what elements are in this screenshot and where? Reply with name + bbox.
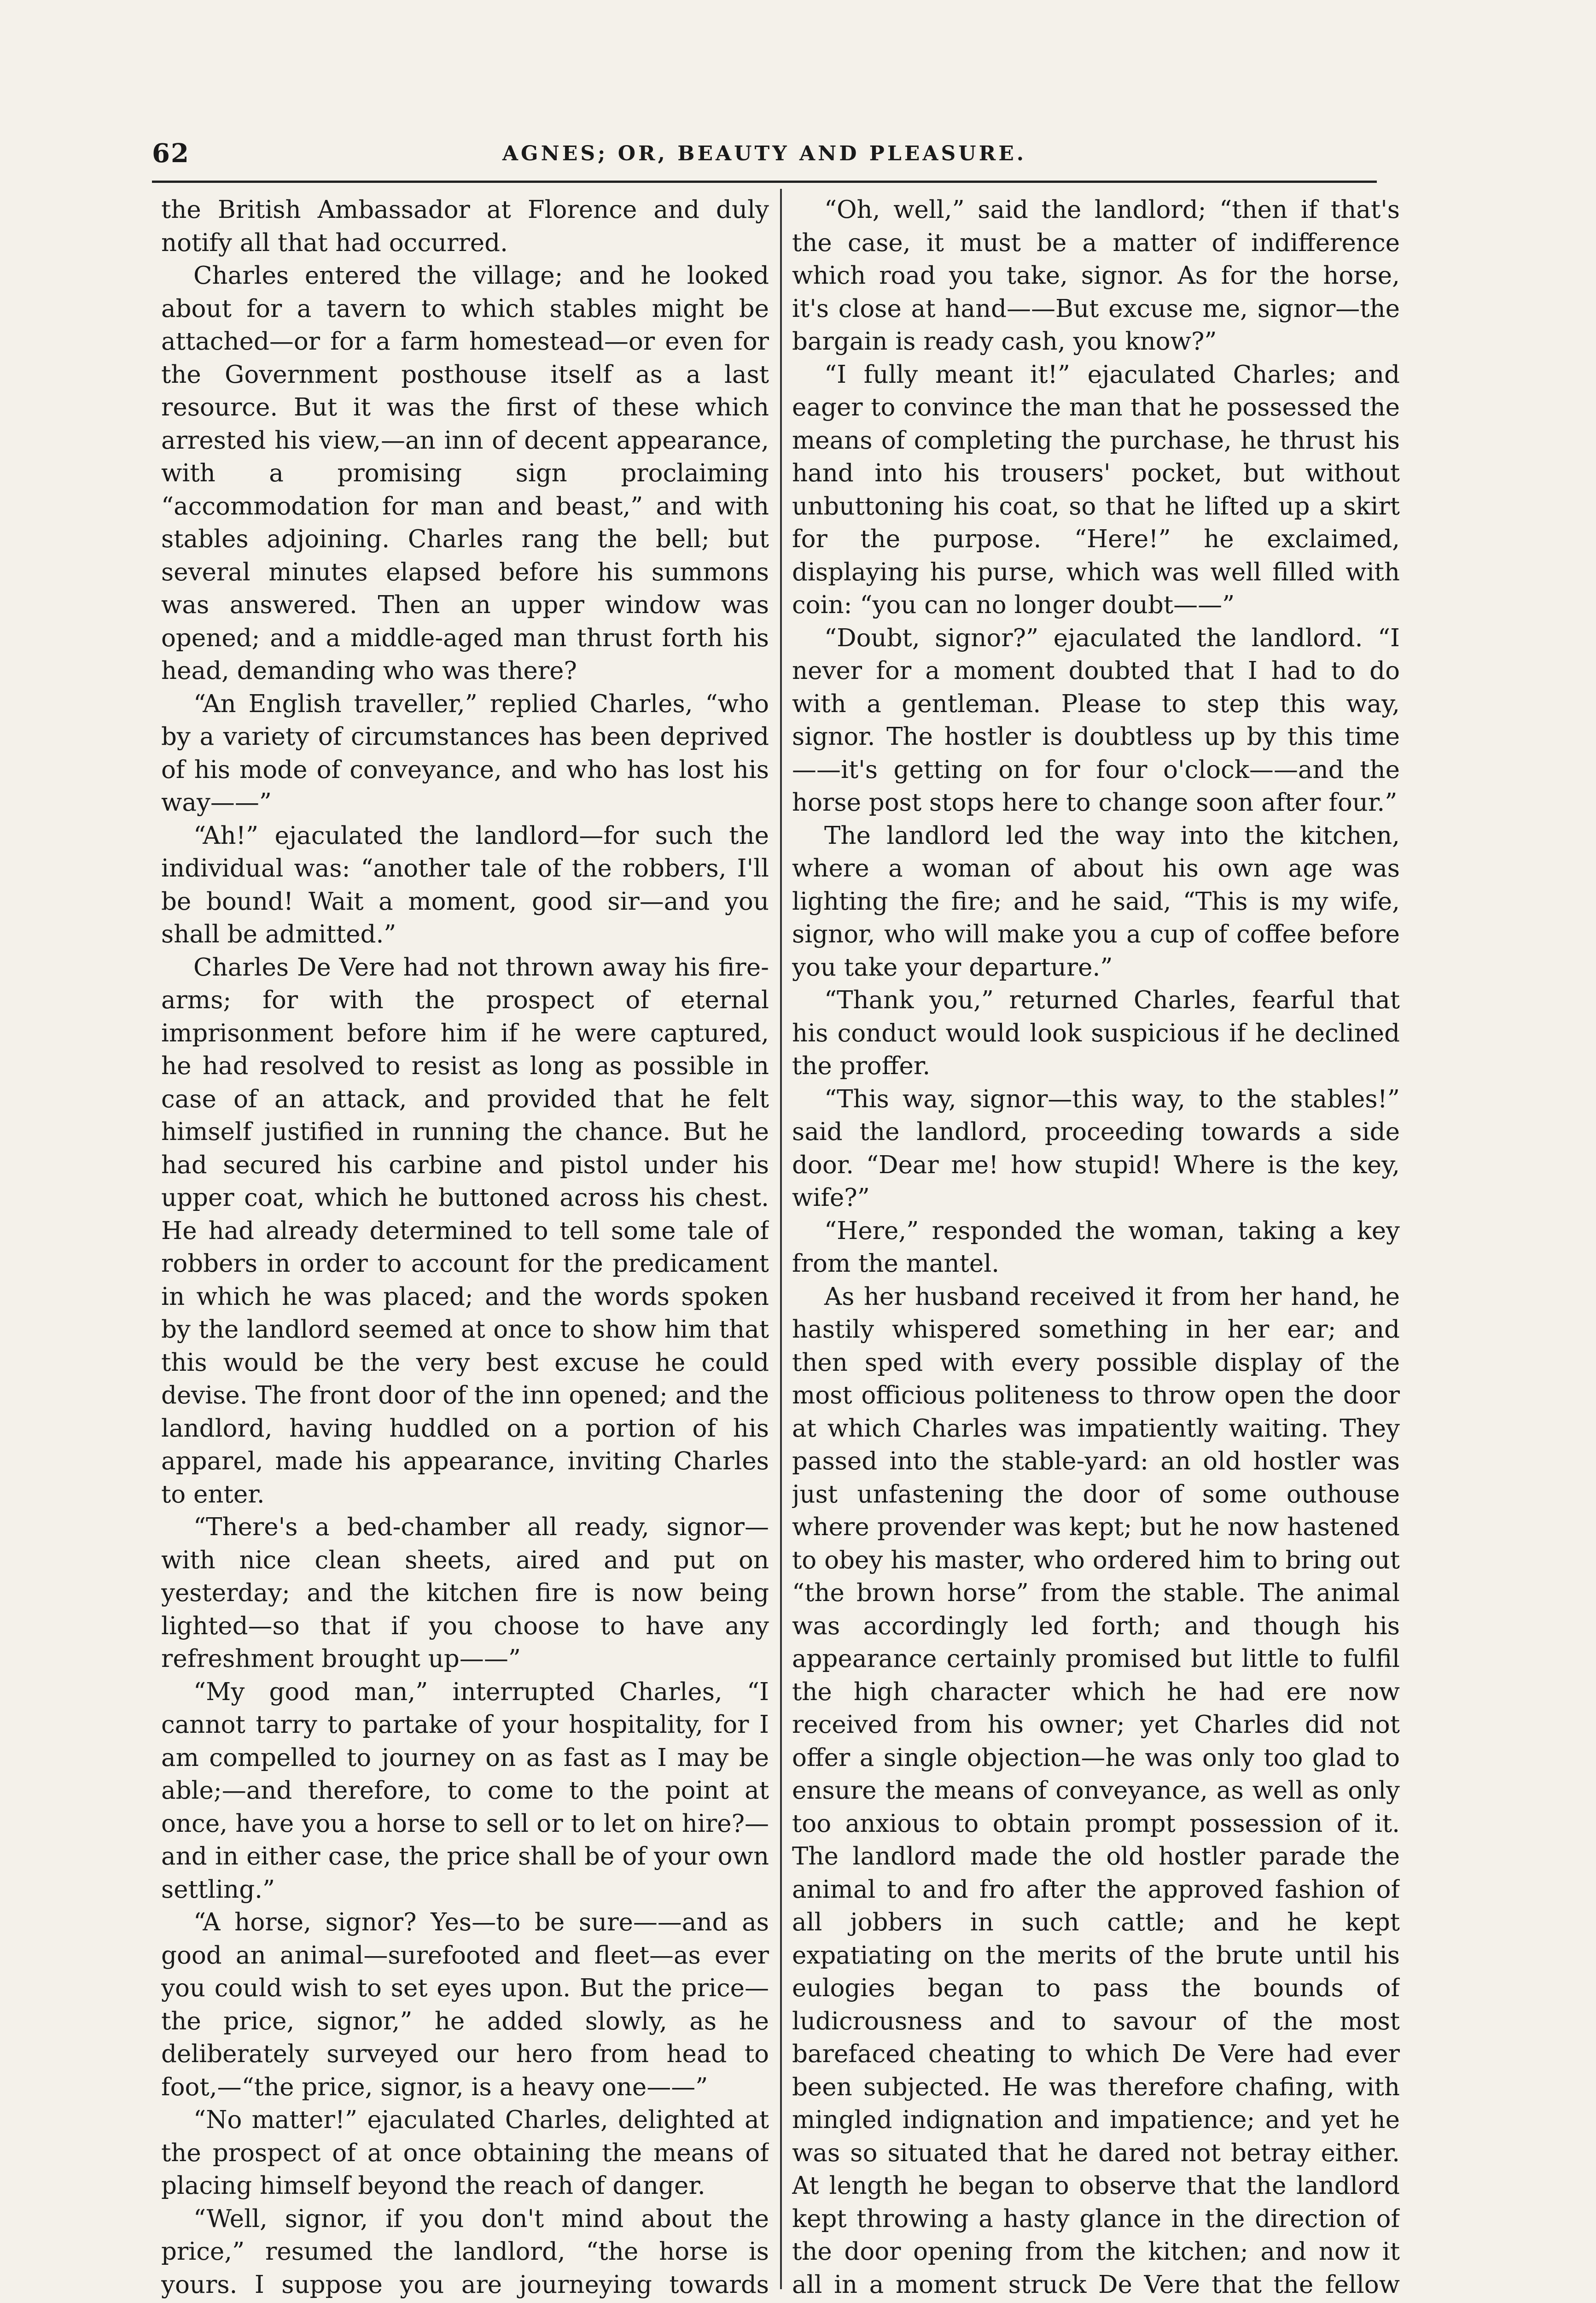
left-column	[161, 193, 769, 2303]
paragraph: “Here,” responded the woman, taking a key from the mantel.	[792, 1216, 1400, 1278]
right-column	[792, 193, 1400, 2303]
column-divider	[780, 189, 782, 2289]
paragraph: Charles De Vere had not thrown away his fire-arms; for with the prospect of eternal imprisonment before him if he were captured, he had resolved to resist as long as possible in case of an attack, and provided that he felt himself justified in running the chance. But he had secured his carbine and pistol under his upper coat, which he buttoned across his chest. He had already determined to tell some tale of robbers in order to account for the predicament in which he was placed; and the words spoken by the landlord seemed at once to show him that this would be the very best excuse he could devise. The front door of the inn opened; and the landlord, having huddled on a portion of his apparel, made his appearance, inviting Charles to enter.	[161, 953, 769, 1508]
running-title: AGNES; OR, BEAUTY AND PLEASURE.	[502, 142, 1027, 165]
paragraph: the British Ambassador at Florence and duly notify all that had occurred.	[161, 196, 769, 257]
paragraph: “My good man,” interrupted Charles, “I cannot tarry to partake of your hospitality, for I am compelled to journey on as fast as I may be able;—and therefore, to come to the point at once, have you a horse to sell or to let on hire?—and in either case, the price shall be of your own settling.”	[161, 1678, 769, 1904]
paragraph: “Ah!” ejaculated the landlord—for such the individual was: “another tale of the robbers, I'll be bound! Wait a moment, good sir—and you shall be admitted.”	[161, 821, 769, 948]
page-number: 62	[152, 138, 190, 169]
paragraph: “I fully meant it!” ejaculated Charles; and eager to convince the man that he possessed the means of completing the purchase, he thrust his hand into his trousers' pocket, but without unbuttoning his coat, so that he lifted up a skirt for the purpose. “Here!” he exclaimed, displaying his purse, which was well filled with coin: “you can no longer doubt——”	[792, 360, 1400, 619]
page-header	[152, 138, 1377, 170]
paragraph: The landlord led the way into the kitchen, where a woman of about his own age was lighting the fire; and he said, “This is my wife, signor, who will make you a cup of coffee before you take your departure.”	[792, 821, 1400, 982]
paragraph: “No matter!” ejaculated Charles, delighted at the prospect of at once obtaining the means of placing himself beyond the reach of danger.	[161, 2106, 769, 2200]
paragraph: “This way, signor—this way, to the stables!” said the landlord, proceeding towards a side door. “Dear me! how stupid! Where is the key, wife?”	[792, 1085, 1400, 1212]
paragraph: “An English traveller,” replied Charles, “who by a variety of circumstances has been deprived of his mode of conveyance, and who has lost his way——”	[161, 690, 769, 817]
paragraph: “There's a bed-chamber all ready, signor—with nice clean sheets, aired and put on yesterday; and the kitchen fire is now being lighted—so that if you choose to have any refreshment brought up——”	[161, 1513, 769, 1673]
paragraph: Charles entered the village; and he looked about for a tavern to which stables might be attached—or for a farm homestead—or even for the Government posthouse itself as a last resource. But it was the first of these which arrested his view,—an inn of decent appearance, with a promising sign proclaiming “accommodation for man and beast,” and with stables adjoining. Charles rang the bell; but several minutes elapsed before his summons was answered. Then an upper window was opened; and a middle-aged man thrust forth his head, demanding who was there?	[161, 262, 769, 685]
paragraph: “Thank you,” returned Charles, fearful that his conduct would look suspicious if he declined the proffer.	[792, 986, 1400, 1080]
paragraph: “A horse, signor? Yes—to be sure——and as good an animal—surefooted and fleet—as ever you could wish to set eyes upon. But the price—the price, signor,” he added slowly, as he deliberately surveyed our hero from head to foot,—“the price, signor, is a heavy one——”	[161, 1908, 769, 2101]
paragraph: “Doubt, signor?” ejaculated the landlord. “I never for a moment doubted that I had to do with a gentleman. Please to step this way, signor. The hostler is doubtless up by this time——it's getting on for four o'clock——and the horse post stops here to change soon after four.”	[792, 624, 1400, 817]
paragraph: “Well, signor, if you don't mind about the price,” resumed the landlord, “the horse is yours. I suppose you are journeying towards	[161, 2204, 769, 2299]
header-rule	[152, 181, 1377, 183]
paragraph: As her husband received it from her hand, he hastily whispered something in her ear; and then sped with every possible display of the most officious politeness to throw open the door at which Charles was impatiently waiting. They passed into the stable-yard: an old hostler was just unfastening the door of some outhouse where provender was kept; but he now hastened to obey his master, who ordered him to bring out “the brown horse” from the stable. The animal was accordingly led forth; and though his appearance certainly promised but little to fulfil the high character which he had ere now received from his owner; yet Charles did not offer a single objection—he was only too glad to ensure the means of conveyance, as well as only too anxious to obtain prompt possession of it. The landlord made the old hostler parade the animal to and fro after the approved fashion of all jobbers in such cattle; and he kept expatiating on the merits of the brute until his eulogies began to pass the bounds of ludicrousness and to savour of the most barefaced cheating to which De Vere had ever been subjected. He was therefore chafing, with mingled indignation and impatience; and yet he was so situated that he dared not betray either. At length he began to observe that the landlord kept throwing a hasty glance in the direction of the door opening from the kitchen; and now it all in a moment struck De Vere that the fellow	[792, 1282, 1400, 2299]
paragraph: “Oh, well,” said the landlord; “then if that's the case, it must be a matter of indifference which road you take, signor. As for the horse, it's close at hand——But excuse me, signor—the bargain is ready cash, you know?”	[792, 196, 1400, 356]
